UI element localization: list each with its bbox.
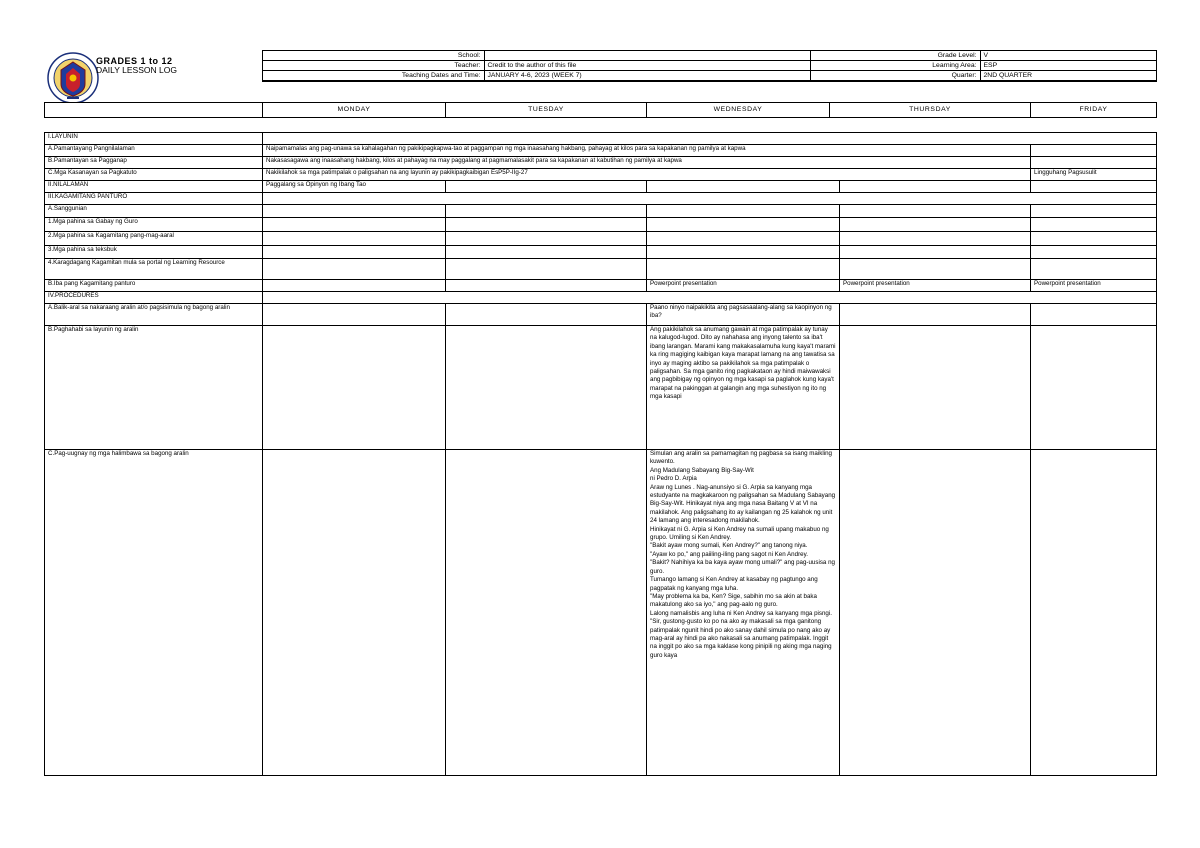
row-label-kagamitang-mag-aaral: 2.Mga pahina sa Kagamitang pang-mag-aaral (45, 232, 263, 246)
iba-wednesday: Powerpoint presentation (647, 280, 840, 292)
paghahabi-wednesday: Ang pakikilahok sa anumang gawain at mga patimpalak ay tunay na kalugod-lugod. Dito ay nahahasa ang inyong talento sa iba't ibang larangan. Marami kang makakasalamuha kung kaya't marami ka ring magiging kaibigan kaya marapat lamang na ang tawatisa sa inyo ay maging aktibo sa pakikilahok sa mga patimpalak o paligsahan. Sa mga ganito ring pagkakataon ay hindi maiwawaksi ang pagbibigay ng opinyon ng mga kasapi sa paglahok kung kaya't marapat na pakinggan at galangin ang mga suhestiyon ng ito ng mga kasapi (647, 326, 840, 450)
pamantayan-friday (1031, 145, 1157, 157)
grade-level-label: Grade Level: (810, 51, 980, 61)
title-grades: GRADES 1 to 12 (96, 55, 173, 66)
row-label-balik-aral: A.Balik-aral sa nakaraang aralin at/o pagsisimula ng bagong aralin (45, 304, 263, 326)
row-label-gabay-guro: 1.Mga pahina sa Gabay ng Guro (45, 218, 263, 232)
kasanayan-friday: Lingguhang Pagsusulit (1031, 169, 1157, 181)
teacher-value: Credit to the author of this file (484, 61, 810, 71)
section-kagamitan: III.KAGAMITANG PANTURO (45, 193, 263, 205)
quarter-value: 2ND QUARTER (980, 71, 1156, 82)
teaching-dates-value: JANUARY 4-6, 2023 (WEEK 7) (484, 71, 810, 82)
section-procedures: IV.PROCEDURES (45, 292, 263, 304)
nilalaman-monday: Paggalang sa Opinyon ng Ibang Tao (263, 181, 446, 193)
teaching-dates-label: Teaching Dates and Time: (262, 71, 484, 82)
day-thursday: THURSDAY (830, 103, 1031, 118)
day-friday: FRIDAY (1031, 103, 1157, 118)
row-label-kasanayan: C.Mga Kasanayan sa Pagkatuto (45, 169, 263, 181)
teacher-label: Teacher: (262, 61, 484, 71)
iba-friday: Powerpoint presentation (1031, 280, 1157, 292)
pagganap-friday (1031, 157, 1157, 169)
learning-area-value: ESP (980, 61, 1156, 71)
row-label-learning-resource: 4.Karagdagang Kagamitan mula sa portal ng Learning Resource (45, 259, 263, 280)
day-monday: MONDAY (263, 103, 446, 118)
header-title-cell (44, 51, 262, 82)
kasanayan-text: Nakikilahok sa mga patimpalak o paligsahan na ang layunin ay pakikipagkaibigan EsP5P-IIg-27 (263, 169, 1031, 181)
row-label-teksbuk: 3.Mga pahina sa teksbuk (45, 246, 263, 259)
pag-uugnay-wednesday: Simulan ang aralin sa pamamagitan ng pagbasa sa isang maikling kuwento. Ang Madulang Sabayang Big-Say-Wit ni Pedro D. Arpia Araw ng Lunes . Nag-anunsiyo si G. Arpia sa kanyang mga estudyante na magkakaroon ng paligsahan sa Madulang Sabayang Big-Say-Wit. Hinikayat niya ang mga nasa Baitang V at VI na makilahok. Ang paligsahang ito ay kailangan ng 25 kalahok ng unit 24 lamang ang interesadong makilahok. Hinikayat ni G. Arpia si Ken Andrey na sumali upang makabuo ng grupo. Umiling si Ken Andrey. "Bakit ayaw mong sumali, Ken Andrey?" ang tanong niya. "Ayaw ko po," ang paiiling-iling pang sagot ni Ken Andrey. "Bakit? Nahihiya ka ba kaya ayaw mong umali?" ang pag-uusisa ng guro. Tumango lamang si Ken Andrey at kasabay ng pagtungo ang pagpatak ng kanyang mga luha. "May problema ka ba, Ken? Sige, sabihin mo sa akin at baka makatulong ako sa iyo," ang pag-aalo ng guro. Lalong namalisbis ang luha ni Ken Andrey sa kanyang mga pisngi. "Sir, gustong-gusto ko po na ako ay makasali sa mga ganitong patimpalak ngunit hindi po ako sanay dahil simula po nang ako ay mag-aral ay hindi pa ako nakasali sa anumang patimpalak. Inggit na inggit po ako sa mga kaklase kong pinipili ng aking mga naging guro kaya (647, 450, 840, 776)
school-value (484, 51, 810, 61)
quarter-label: Quarter: (810, 71, 980, 82)
row-label-pag-uugnay: C.Pag-uugnay ng mga halimbawa sa bagong aralin (45, 450, 263, 776)
iba-thursday: Powerpoint presentation (840, 280, 1031, 292)
pamantayan-text: Naipamamalas ang pag-unawa sa kahalagahan ng pakikipagkapwa-tao at paggampan ng mga inaasahang hakbang, pahayag at kilos para sa kapakanan ng pamilya at kapwa (263, 145, 1031, 157)
balik-aral-wednesday: Paano ninyo naipakikita ang pagsasaalang-alang sa kaopinyon ng iba? (647, 304, 840, 326)
row-label-paghahabi: B.Paghahabi sa layunin ng aralin (45, 326, 263, 450)
row-label-pagganap: B.Pamantayan sa Pagganap (45, 157, 263, 169)
layunin-blank (263, 133, 1157, 145)
day-header-blank (45, 103, 263, 118)
day-wednesday: WEDNESDAY (647, 103, 830, 118)
row-label-pamantayan: A.Pamantayang Pangnilalaman (45, 145, 263, 157)
day-tuesday: TUESDAY (446, 103, 647, 118)
row-label-sanggunian: A.Sanggunian (45, 205, 263, 218)
grade-level-value: V (980, 51, 1156, 61)
section-layunin: I.LAYUNIN (45, 133, 263, 145)
row-label-iba-pang-kagamitan: B.Iba pang Kagamitang panturo (45, 280, 263, 292)
learning-area-label: Learning Area: (810, 61, 980, 71)
school-label: School: (262, 51, 484, 61)
section-nilalaman: II.NILALAMAN (45, 181, 263, 193)
pagganap-text: Nakasasagawa ang inaasahang hakbang, kilos at pahayag na may paggalang at pagmamalasakit para sa kapakanan at kabutihan ng pamilya at kapwa (263, 157, 1031, 169)
lesson-log-table (44, 132, 1157, 776)
day-header-bar (44, 102, 1157, 118)
header-table (44, 50, 1157, 82)
title-daily-lesson-log: DAILY LESSON LOG (96, 64, 177, 75)
